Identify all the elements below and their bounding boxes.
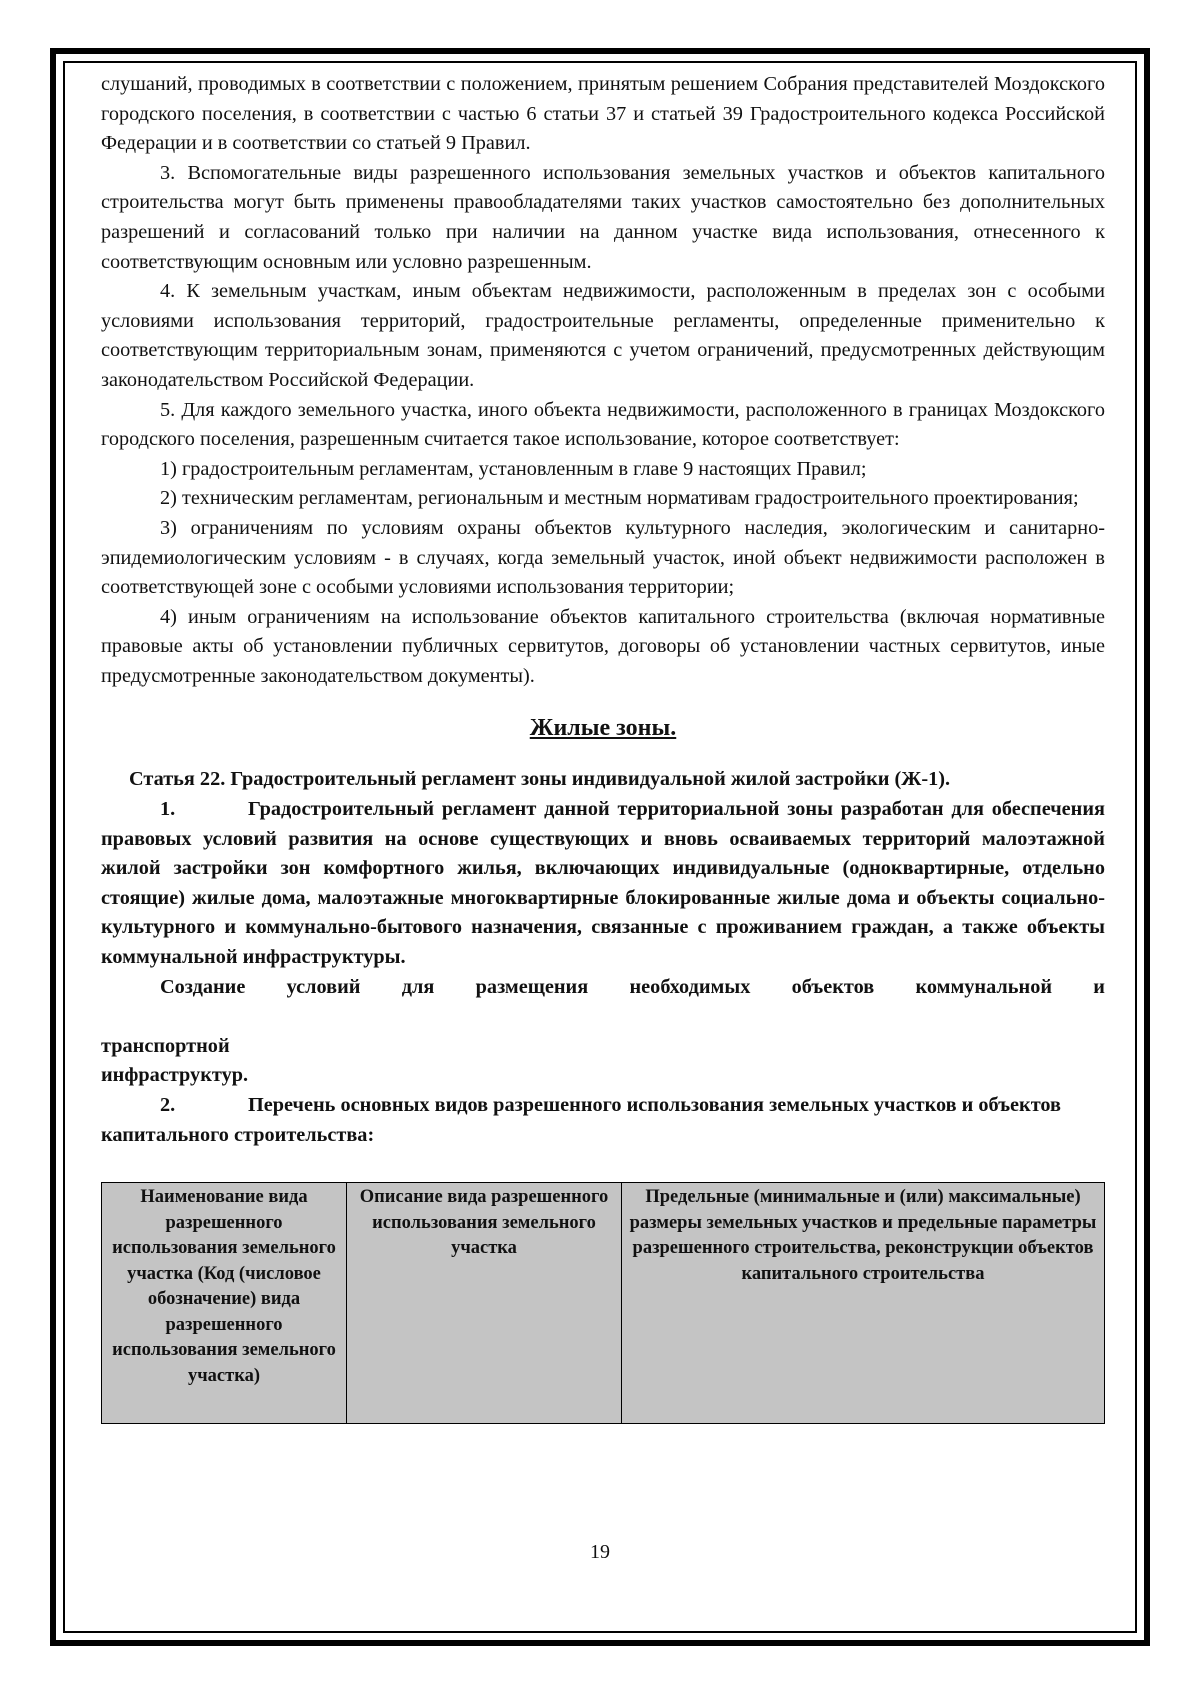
item-2-number: 2.: [160, 1094, 176, 1116]
page-number: 19: [590, 1541, 610, 1563]
paragraph-continuation: слушаний, проводимых в соответствии с положением, принятым решением Собрания представителей Моздокского городского поселения, в соответствии с частью 6 статьи 37 и статьей 39 Градостроительного кодекса Российской Федерации и в соответствии со статьей 9 Правил.: [101, 73, 1105, 155]
table-header-cell: Предельные (минимальные и (или) максимальные) размеры земельных участков и предельные параметры разрешенного строительства, реконструкции объектов капитального строительства: [622, 1183, 1105, 1424]
table-header-row: [102, 1183, 1105, 1424]
paragraph-item-3: 3. Вспомогательные виды разрешенного использования земельных участков и объектов капитального строительства могут быть применены правообладателями таких участков самостоятельно без дополнительных разрешений и согласований только при наличии на данном участке вида использования, отнесенного к соответствующим основным или условно разрешенным.: [101, 161, 1105, 273]
list-item-3: 3) ограничениям по условиям охраны объектов культурного наследия, экологическим и санитарно-эпидемиологическим условиям - в случаях, когда земельный участок, иной объект недвижимости расположен в соответствующей зоне с особыми условиями использования территории;: [101, 516, 1105, 599]
paragraph-item-5: 5. Для каждого земельного участка, иного объекта недвижимости, расположенного в границах Моздокского городского поселения, разрешенным считается такое использование, которое соответствует:: [101, 398, 1105, 451]
creation-line: Создание условий для размещения необходимых объектов коммунальной и: [160, 975, 1105, 998]
creation-line-2: транспортной: [101, 1034, 230, 1057]
table-header-cell: Наименование вида разрешенного использования земельного участка (Код (числовое обозначение) вида разрешенного использования земельного участка): [102, 1183, 347, 1424]
permitted-use-table: [101, 1182, 1105, 1424]
creation-line-3: инфраструктур.: [101, 1064, 249, 1087]
item-1-text: Градостроительный регламент данной территориальной зоны разработан для обеспечения правовых условий развития на основе существующих и вновь осваиваемых территорий малоэтажной жилой застройки зон комфортного жилья, включающих индивидуальные (одноквартирные, отдельно стоящие) жилые дома, малоэтажные многоквартирные блокированные жилые дома и объекты социально-культурного и коммунально-бытового назначения, связанные с проживанием граждан, а также объекты коммунальной инфраструктуры.: [101, 798, 1105, 969]
list-item-2: 2) техническим регламентам, региональным и местным нормативам градостроительного проектирования;: [160, 487, 1079, 510]
article-item-2: [101, 1091, 1105, 1150]
paragraph-item-4: 4. К земельным участкам, иным объектам недвижимости, расположенным в пределах зон с особыми условиями использования территорий, градостроительные регламенты, определенные применительно к соответствующим территориальным зонам, применяются с учетом ограничений, предусмотренных действующим законодательством Российской Федерации.: [101, 280, 1105, 391]
document-body: [101, 70, 1105, 1424]
table-header-cell: Описание вида разрешенного использования земельного участка: [347, 1183, 622, 1424]
list-item-4: 4) иным ограничениям на использование объектов капитального строительства (включая нормативные правовые акты об установлении публичных сервитутов, договоры об установлении частных сервитутов, иные предусмотренные законодательством документы).: [101, 605, 1105, 687]
list-item-1: 1) градостроительным регламентам, установленным в главе 9 настоящих Правил;: [160, 457, 867, 480]
article-item-1: [101, 795, 1105, 973]
item-1-number: 1.: [160, 798, 176, 821]
section-title: Жилые зоны.: [529, 715, 677, 742]
item-2-text: Перечень основных видов разрешенного использования земельных участков и объектов капитального строительства:: [101, 1094, 1061, 1146]
article-title: Статья 22. Градостроительный регламент зоны индивидуальной жилой застройки (Ж-1).: [129, 768, 951, 791]
